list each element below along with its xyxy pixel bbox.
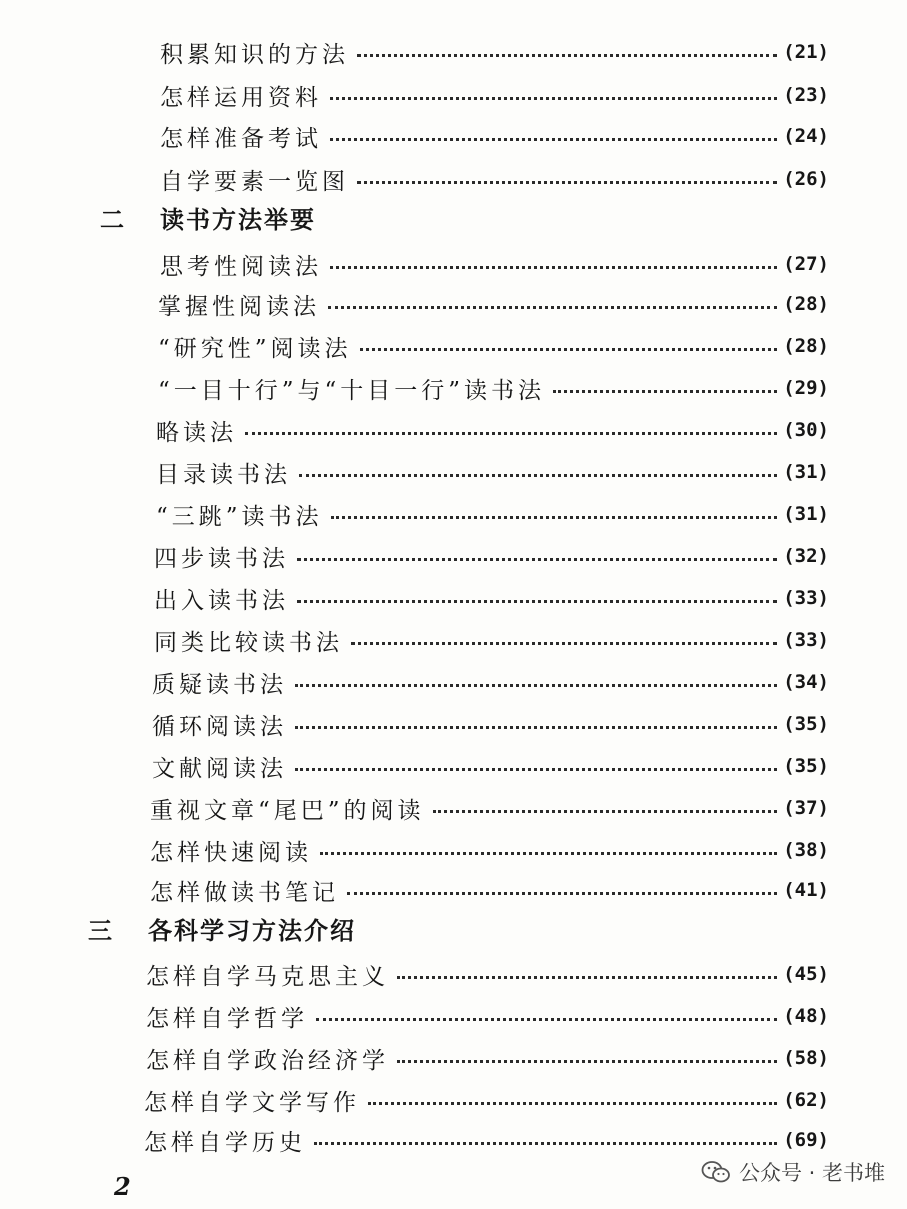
section-title: 各科学习方法介绍 bbox=[148, 916, 356, 945]
toc-entry-title: 怎样自学历史 bbox=[144, 1129, 306, 1156]
toc-entry[interactable] bbox=[160, 246, 829, 282]
toc-entry-page: (69) bbox=[783, 1129, 829, 1151]
toc-entry-page: (31) bbox=[783, 461, 829, 483]
dot-leader bbox=[328, 306, 777, 309]
dot-leader bbox=[316, 1018, 777, 1021]
dot-leader bbox=[347, 892, 777, 895]
toc-entry-title: 质疑读书法 bbox=[152, 671, 287, 698]
toc-entry-page: (21) bbox=[783, 41, 829, 63]
toc-entry[interactable] bbox=[146, 1040, 829, 1076]
toc-entry-title: 怎样自学马克思主义 bbox=[146, 963, 389, 990]
toc-entry[interactable] bbox=[154, 622, 829, 658]
toc-entry-page: (26) bbox=[783, 168, 829, 190]
toc-entry-page: (24) bbox=[783, 125, 829, 147]
toc-entry-page: (37) bbox=[783, 797, 829, 819]
toc-entry[interactable] bbox=[158, 286, 829, 322]
toc-entry-page: (58) bbox=[783, 1047, 829, 1069]
toc-entry-page: (38) bbox=[783, 839, 829, 861]
dot-leader bbox=[351, 642, 777, 645]
toc-entry-title: 怎样运用资料 bbox=[160, 84, 322, 111]
watermark bbox=[701, 1157, 885, 1187]
toc-entry-page: (62) bbox=[783, 1089, 829, 1111]
toc-entry-page: (35) bbox=[783, 713, 829, 735]
toc-entry-page: (35) bbox=[783, 755, 829, 777]
dot-leader bbox=[245, 432, 777, 435]
toc-entry-title: 思考性阅读法 bbox=[160, 253, 322, 280]
dot-leader bbox=[320, 852, 777, 855]
dot-leader bbox=[357, 54, 777, 57]
section-heading[interactable] bbox=[88, 910, 356, 946]
dot-leader bbox=[357, 181, 777, 184]
page-number: 2 bbox=[114, 1172, 131, 1201]
toc-entry-title: 积累知识的方法 bbox=[160, 41, 349, 68]
toc-entry[interactable] bbox=[152, 664, 829, 700]
toc-entry-title: 文献阅读法 bbox=[152, 755, 287, 782]
toc-entry-title: 出入读书法 bbox=[154, 587, 289, 614]
dot-leader bbox=[330, 266, 777, 269]
section-heading[interactable] bbox=[100, 199, 316, 235]
section-title: 读书方法举要 bbox=[160, 205, 316, 234]
toc-entry-page: (29) bbox=[783, 377, 829, 399]
toc-entry-page: (33) bbox=[783, 587, 829, 609]
toc-entry-title: 重视文章“尾巴”的阅读 bbox=[150, 797, 425, 824]
toc-entry-title: 四步读书法 bbox=[154, 545, 289, 572]
toc-entry-page: (33) bbox=[783, 629, 829, 651]
dot-leader bbox=[330, 97, 777, 100]
toc-entry[interactable] bbox=[150, 832, 829, 868]
section-number: 二 bbox=[100, 205, 124, 234]
toc-entry-title: “三跳”读书法 bbox=[156, 503, 323, 530]
toc-entry-title: 自学要素一览图 bbox=[160, 168, 349, 195]
watermark-text: 公众号 · 老书堆 bbox=[738, 1161, 885, 1185]
toc-entry-title: 略读法 bbox=[156, 419, 237, 446]
toc-entry[interactable] bbox=[152, 706, 829, 742]
dot-leader bbox=[397, 1060, 777, 1063]
toc-entry[interactable] bbox=[150, 790, 829, 826]
toc-entry-title: 怎样自学文学写作 bbox=[144, 1089, 360, 1116]
dot-leader bbox=[433, 810, 778, 813]
toc-entry-title: 掌握性阅读法 bbox=[158, 293, 320, 320]
dot-leader bbox=[314, 1142, 777, 1145]
dot-leader bbox=[330, 138, 777, 141]
toc-entry-page: (27) bbox=[783, 253, 829, 275]
dot-leader bbox=[331, 516, 778, 519]
toc-entry[interactable] bbox=[156, 496, 829, 532]
toc-entry[interactable] bbox=[156, 454, 829, 490]
dot-leader bbox=[553, 390, 777, 393]
toc-entry[interactable] bbox=[146, 956, 829, 992]
toc-entry[interactable] bbox=[160, 77, 829, 113]
toc-entry-title: 怎样准备考试 bbox=[160, 125, 322, 152]
toc-entry[interactable] bbox=[158, 328, 829, 364]
dot-leader bbox=[397, 976, 777, 979]
toc-entry[interactable] bbox=[160, 118, 829, 154]
section-number: 三 bbox=[88, 916, 112, 945]
toc-entry-title: 怎样快速阅读 bbox=[150, 839, 312, 866]
toc-entry-page: (41) bbox=[783, 879, 829, 901]
toc-entry-page: (32) bbox=[783, 545, 829, 567]
toc-entry[interactable] bbox=[154, 538, 829, 574]
toc-entry-page: (28) bbox=[783, 293, 829, 315]
toc-entry-page: (45) bbox=[783, 963, 829, 985]
wechat-icon bbox=[701, 1160, 731, 1184]
toc-entry-page: (30) bbox=[783, 419, 829, 441]
toc-entry-title: 目录读书法 bbox=[156, 461, 291, 488]
toc-entry-page: (34) bbox=[783, 671, 829, 693]
dot-leader bbox=[368, 1102, 777, 1105]
toc-entry[interactable] bbox=[154, 580, 829, 616]
toc-entry[interactable] bbox=[158, 370, 829, 406]
dot-leader bbox=[295, 768, 777, 771]
toc-entry[interactable] bbox=[144, 1082, 829, 1118]
dot-leader bbox=[295, 726, 777, 729]
toc-entry[interactable] bbox=[144, 1122, 829, 1158]
toc-entry-title: 怎样自学政治经济学 bbox=[146, 1047, 389, 1074]
dot-leader bbox=[299, 474, 777, 477]
toc-entry-page: (31) bbox=[783, 503, 829, 525]
toc-entry[interactable] bbox=[152, 748, 829, 784]
toc-entry[interactable] bbox=[160, 34, 829, 70]
toc-entry[interactable] bbox=[150, 872, 829, 908]
dot-leader bbox=[297, 558, 777, 561]
toc-entry[interactable] bbox=[156, 412, 829, 448]
dot-leader bbox=[360, 348, 778, 351]
toc-entry-title: “一目十行”与“十目一行”读书法 bbox=[158, 377, 546, 404]
toc-entry-page: (28) bbox=[783, 335, 829, 357]
toc-entry-title: “研究性”阅读法 bbox=[158, 335, 352, 362]
dot-leader bbox=[295, 684, 777, 687]
toc-entry-page: (23) bbox=[783, 84, 829, 106]
toc-entry-title: 循环阅读法 bbox=[152, 713, 287, 740]
toc-entry-title: 怎样做读书笔记 bbox=[150, 879, 339, 906]
toc-entry-title: 怎样自学哲学 bbox=[146, 1005, 308, 1032]
dot-leader bbox=[297, 600, 777, 603]
toc-entry-title: 同类比较读书法 bbox=[154, 629, 343, 656]
toc-entry-page: (48) bbox=[783, 1005, 829, 1027]
toc-entry[interactable] bbox=[146, 998, 829, 1034]
toc-entry[interactable] bbox=[160, 161, 829, 197]
